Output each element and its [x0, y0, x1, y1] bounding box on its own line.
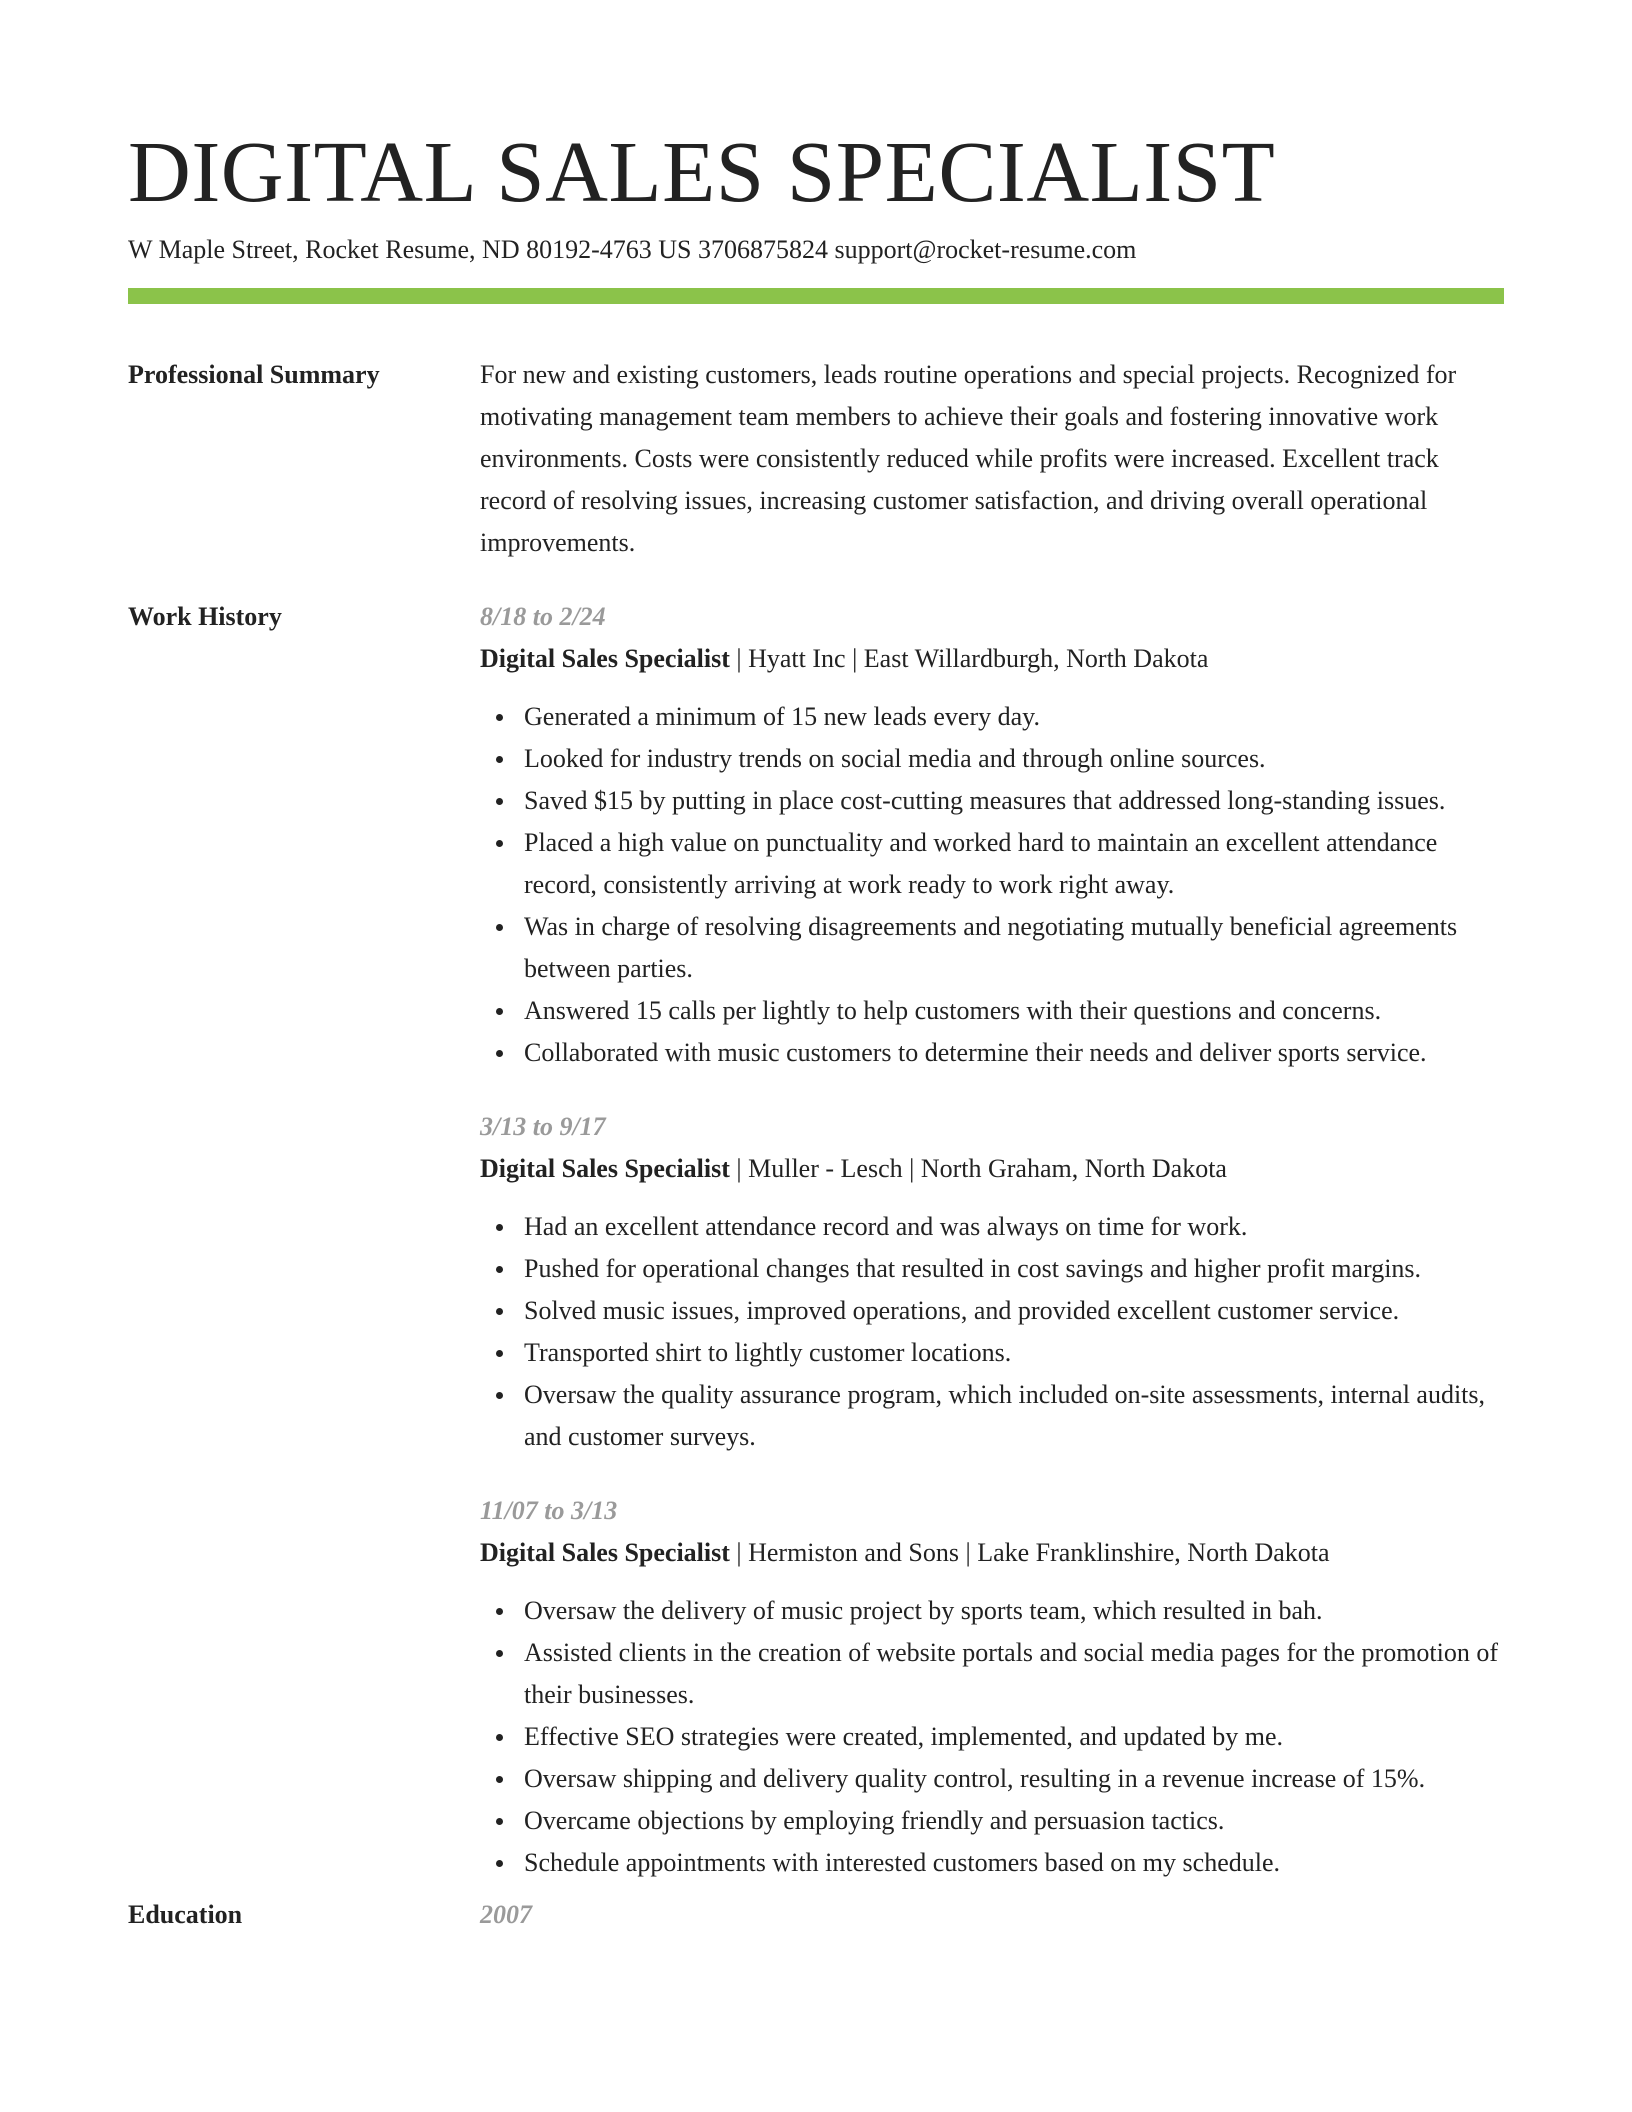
section-title-summary: Professional Summary [128, 360, 380, 389]
job-bullet: Pushed for operational changes that resulted in cost savings and higher profit margins. [524, 1248, 1504, 1290]
job-bullet: Answered 15 calls per lightly to help customers with their questions and concerns. [524, 990, 1504, 1032]
job-bullet: Had an excellent attendance record and was always on time for work. [524, 1206, 1504, 1248]
job-entry [480, 1106, 1504, 1458]
resume-page [128, 0, 1504, 1936]
job-role: Digital Sales Specialist [480, 644, 730, 673]
job-entry [480, 1490, 1504, 1884]
job-bullet: Overcame objections by employing friendly and persuasion tactics. [524, 1800, 1504, 1842]
summary-text: For new and existing customers, leads routine operations and special projects. Recognized for motivating management team members to achieve their goals and fostering innovative work environments. Costs were consistently reduced while profits were increased. Excellent track record of resolving issues, increasing customer satisfaction, and driving overall operational improvements. [480, 360, 1457, 557]
job-bullet: Oversaw the delivery of music project by sports team, which resulted in bah. [524, 1590, 1504, 1632]
job-role: Digital Sales Specialist [480, 1538, 730, 1567]
job-bullet: Was in charge of resolving disagreements and negotiating mutually beneficial agreements between parties. [524, 906, 1504, 990]
contact-line [128, 234, 1504, 266]
header-divider [128, 288, 1504, 304]
job-bullet: Oversaw shipping and delivery quality control, resulting in a revenue increase of 15%. [524, 1758, 1504, 1800]
job-dates: 3/13 to 9/17 [480, 1112, 606, 1141]
job-title-line [480, 638, 1504, 680]
work-history-list [480, 596, 1504, 1884]
work-history-section [128, 596, 1504, 1884]
job-bullet: Assisted clients in the creation of website portals and social media pages for the promotion of their businesses. [524, 1632, 1504, 1716]
job-bullets [480, 1590, 1504, 1884]
job-bullets [480, 1206, 1504, 1458]
contact-address: W Maple Street, Rocket Resume, ND 80192-4763 US [128, 235, 692, 264]
job-bullet: Solved music issues, improved operations, and provided excellent customer service. [524, 1290, 1504, 1332]
job-bullet: Looked for industry trends on social media and through online sources. [524, 738, 1504, 780]
job-bullet: Generated a minimum of 15 new leads every day. [524, 696, 1504, 738]
job-bullet: Collaborated with music customers to determine their needs and deliver sports service. [524, 1032, 1504, 1074]
contact-phone: 3706875824 [698, 235, 828, 264]
job-entry [480, 596, 1504, 1074]
job-bullet: Placed a high value on punctuality and worked hard to maintain an excellent attendance record, consistently arriving at work ready to work right away. [524, 822, 1504, 906]
professional-summary-section [128, 354, 1504, 564]
resume-name: DIGITAL SALES SPECIALIST [128, 123, 1276, 220]
job-dates: 8/18 to 2/24 [480, 602, 606, 631]
job-bullet: Saved $15 by putting in place cost-cutting measures that addressed long-standing issues. [524, 780, 1504, 822]
job-title-line [480, 1148, 1504, 1190]
job-employer-location: | Hermiston and Sons | Lake Franklinshire, North Dakota [729, 1538, 1330, 1567]
job-bullet: Transported shirt to lightly customer locations. [524, 1332, 1504, 1374]
job-bullet: Effective SEO strategies were created, implemented, and updated by me. [524, 1716, 1504, 1758]
education-date: 2007 [480, 1900, 532, 1929]
job-dates: 11/07 to 3/13 [480, 1496, 618, 1525]
section-title-work-history: Work History [128, 602, 282, 631]
education-section [128, 1894, 1504, 1936]
section-title-education: Education [128, 1900, 243, 1929]
job-role: Digital Sales Specialist [480, 1154, 730, 1183]
contact-email: support@rocket-resume.com [834, 235, 1137, 264]
job-bullet: Schedule appointments with interested customers based on my schedule. [524, 1842, 1504, 1884]
job-bullets [480, 696, 1504, 1074]
job-employer-location: | Muller - Lesch | North Graham, North Dakota [729, 1154, 1227, 1183]
job-bullet: Oversaw the quality assurance program, which included on-site assessments, internal audits, and customer surveys. [524, 1374, 1504, 1458]
job-employer-location: | Hyatt Inc | East Willardburgh, North Dakota [729, 644, 1209, 673]
job-title-line [480, 1532, 1504, 1574]
